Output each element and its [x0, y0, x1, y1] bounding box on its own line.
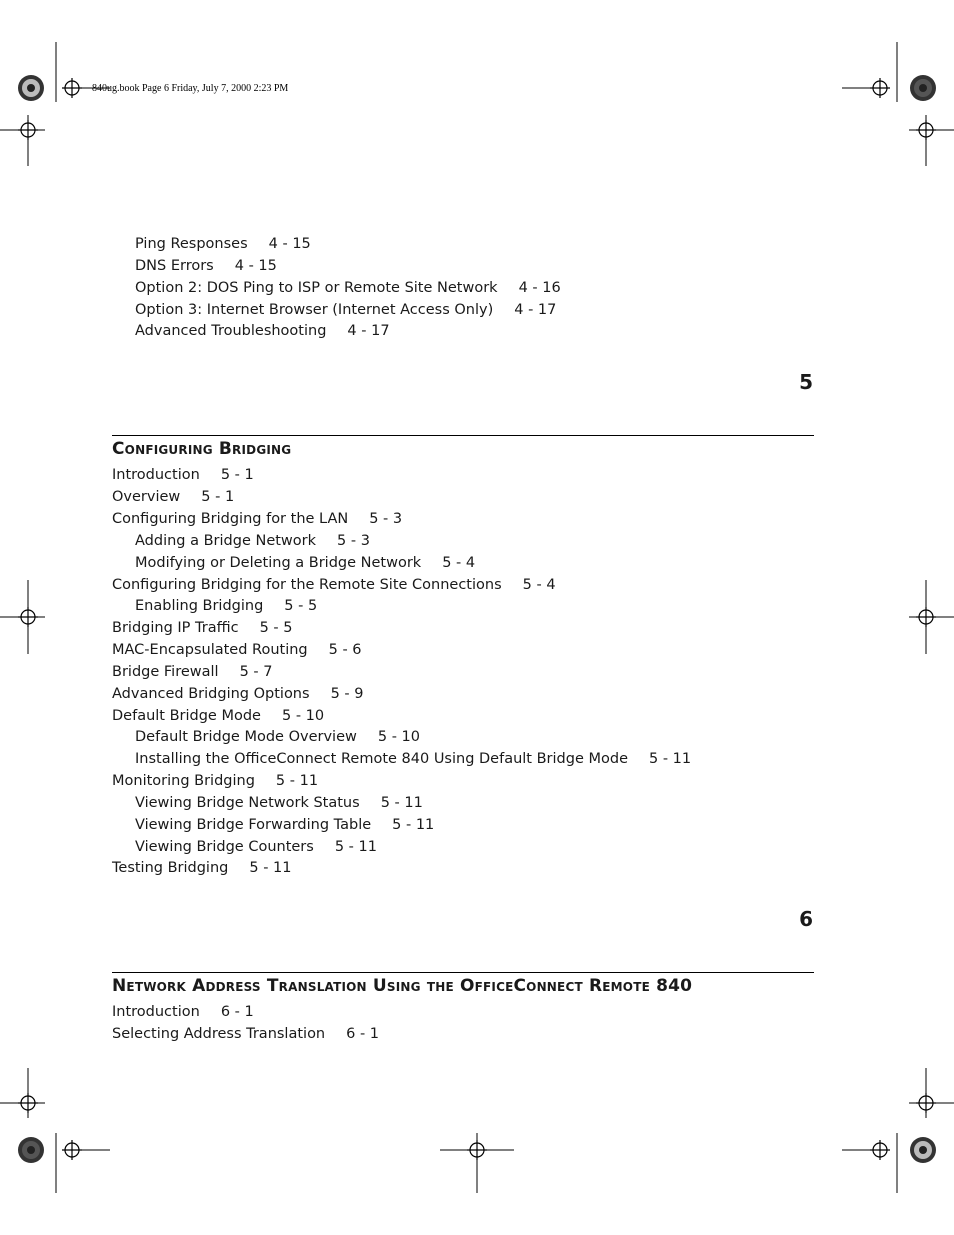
toc-entry[interactable]: Default Bridge Mode Overview 5 - 10: [135, 729, 420, 745]
toc-entry[interactable]: Advanced Troubleshooting 4 - 17: [135, 323, 390, 339]
chapter-rule: [112, 972, 814, 973]
toc-entry[interactable]: Bridge Firewall 5 - 7: [112, 664, 273, 680]
toc-entry[interactable]: Installing the OfficeConnect Remote 840 Using Default Bridge Mode 5 - 11: [135, 751, 692, 767]
toc-entry[interactable]: Overview 5 - 1: [112, 489, 235, 505]
chapter-number: 6: [799, 907, 813, 931]
toc-entry[interactable]: Viewing Bridge Network Status 5 - 11: [135, 795, 423, 811]
toc-entry[interactable]: Option 3: Internet Browser (Internet Access Only) 4 - 17: [135, 302, 557, 318]
print-header-note: 840ug.book Page 6 Friday, July 7, 2000 2:23 PM: [92, 83, 289, 94]
toc-entry[interactable]: Introduction 6 - 1: [112, 1004, 254, 1020]
toc-entry[interactable]: Viewing Bridge Counters 5 - 11: [135, 839, 377, 855]
toc-entry[interactable]: Bridging IP Traffic 5 - 5: [112, 620, 293, 636]
chapter-number: 5: [799, 370, 813, 394]
toc-entry[interactable]: Option 2: DOS Ping to ISP or Remote Site Network 4 - 16: [135, 280, 561, 296]
chapter-rule: [112, 435, 814, 436]
chapter-title[interactable]: Configuring Bridging: [112, 439, 292, 459]
toc-entry[interactable]: Viewing Bridge Forwarding Table 5 - 11: [135, 817, 435, 833]
toc-entry[interactable]: Monitoring Bridging 5 - 11: [112, 773, 319, 789]
toc-entry[interactable]: Configuring Bridging for the Remote Site Connections 5 - 4: [112, 577, 556, 593]
toc-entry[interactable]: Testing Bridging 5 - 11: [112, 860, 292, 876]
toc-entry[interactable]: Modifying or Deleting a Bridge Network 5 - 4: [135, 555, 476, 571]
toc-entry[interactable]: Enabling Bridging 5 - 5: [135, 598, 318, 614]
toc-entry[interactable]: Default Bridge Mode 5 - 10: [112, 708, 325, 724]
toc-entry[interactable]: Configuring Bridging for the LAN 5 - 3: [112, 511, 403, 527]
toc-entry[interactable]: Advanced Bridging Options 5 - 9: [112, 686, 364, 702]
toc-entry[interactable]: MAC-Encapsulated Routing 5 - 6: [112, 642, 362, 658]
toc-entry[interactable]: Adding a Bridge Network 5 - 3: [135, 533, 370, 549]
toc-entry[interactable]: Introduction 5 - 1: [112, 467, 254, 483]
toc-entry[interactable]: Ping Responses 4 - 15: [135, 236, 311, 252]
toc-entry[interactable]: DNS Errors 4 - 15: [135, 258, 277, 274]
chapter-title[interactable]: Network Address Translation Using the OfficeConnect Remote 840: [112, 976, 693, 996]
toc-entry[interactable]: Selecting Address Translation 6 - 1: [112, 1026, 380, 1042]
